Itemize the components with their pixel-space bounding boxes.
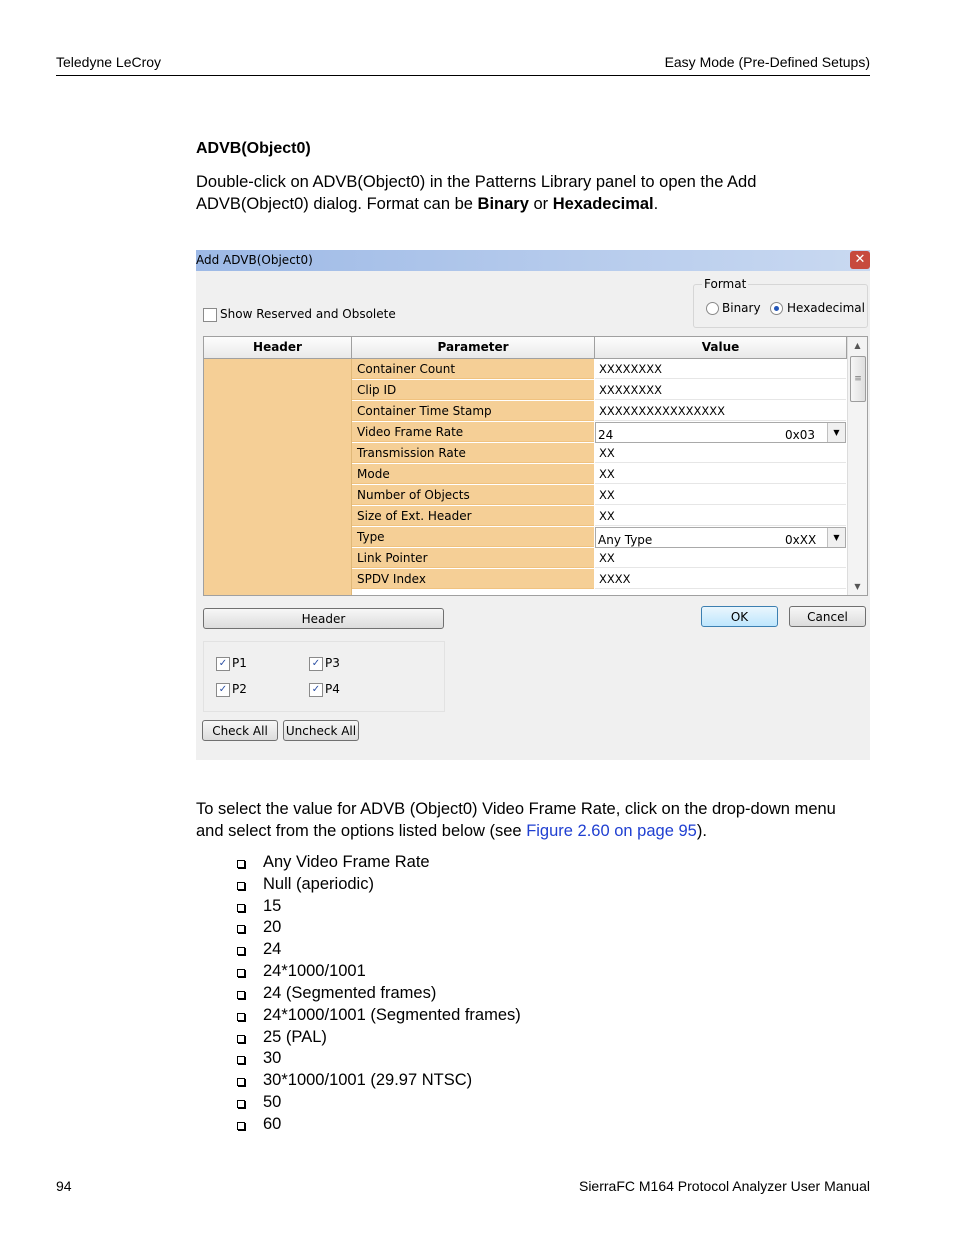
table-row[interactable] <box>352 569 846 590</box>
dropdown-value: 24 <box>598 428 614 442</box>
value-cell[interactable]: XX <box>595 464 846 484</box>
checkbox-bullet-icon <box>237 1013 245 1021</box>
paragraph-line-2 <box>196 820 896 842</box>
vertical-scrollbar[interactable] <box>847 337 867 595</box>
p4-checkbox[interactable]: ✓ <box>309 683 323 697</box>
list-item: 30*1000/1001 (29.97 NTSC) <box>263 1071 473 1089</box>
checkbox-bullet-icon <box>237 925 245 933</box>
table-row[interactable] <box>352 422 846 443</box>
section-title: ADVB(Object0) <box>196 140 311 157</box>
format-binary-term: Binary <box>477 195 529 213</box>
value-cell[interactable]: XX <box>595 548 846 568</box>
binary-radio-label: Binary <box>722 301 761 315</box>
column-header-parameter[interactable]: Parameter <box>352 337 595 359</box>
ok-button[interactable]: OK <box>701 606 778 627</box>
table-row[interactable] <box>352 485 846 506</box>
parameter-cell: Container Count <box>352 359 594 379</box>
intro-text: . <box>653 195 659 213</box>
checkbox-bullet-icon <box>237 969 245 977</box>
value-cell[interactable]: XXXXXXXX <box>595 359 846 379</box>
checkbox-bullet-icon <box>237 882 245 890</box>
list-item: 24*1000/1001 <box>263 962 366 980</box>
paragraph-line-1: To select the value for ADVB (Object0) Video Frame Rate, click on the drop-down menu <box>196 800 836 818</box>
p2-label: P2 <box>232 682 247 696</box>
add-advb-dialog <box>196 250 870 760</box>
table-row[interactable] <box>352 464 846 485</box>
format-group-label: Format <box>704 277 747 291</box>
chevron-down-icon[interactable]: ▼ <box>827 423 845 442</box>
value-cell <box>595 422 846 442</box>
table-row[interactable] <box>352 380 846 401</box>
table-row[interactable] <box>352 527 846 548</box>
parameter-cell: Mode <box>352 464 594 484</box>
p3-checkbox[interactable]: ✓ <box>309 657 323 671</box>
parameter-cell: Container Time Stamp <box>352 401 594 421</box>
checkbox-bullet-icon <box>237 904 245 912</box>
parameter-cell: Size of Ext. Header <box>352 506 594 526</box>
close-icon[interactable]: ✕ <box>850 251 870 269</box>
table-row[interactable] <box>352 359 846 380</box>
page-number: 94 <box>56 1178 72 1194</box>
value-cell[interactable]: XX <box>595 443 846 463</box>
dropdown-value: Any Type <box>598 533 653 547</box>
check-all-button[interactable]: Check All <box>202 720 278 741</box>
hexadecimal-radio-label: Hexadecimal <box>787 301 865 315</box>
checkbox-bullet-icon <box>237 1078 245 1086</box>
intro-text: ADVB(Object0) dialog. Format can be <box>196 195 478 213</box>
dialog-title: Add ADVB(Object0) <box>196 253 313 267</box>
footer-manual-title: SierraFC M164 Protocol Analyzer User Manual <box>578 1178 870 1194</box>
running-header-right: Easy Mode (Pre-Defined Setups) <box>664 54 870 70</box>
paragraph-text: ). <box>696 822 707 840</box>
video-frame-rate-dropdown[interactable] <box>595 422 846 443</box>
header-rule <box>56 75 870 76</box>
list-item: 24 (Segmented frames) <box>263 984 437 1002</box>
checkbox-bullet-icon <box>237 1100 245 1108</box>
parameter-cell: Number of Objects <box>352 485 594 505</box>
p1-checkbox[interactable]: ✓ <box>216 657 230 671</box>
intro-paragraph <box>196 171 876 215</box>
paragraph-text: and select from the options listed below (see <box>196 822 527 840</box>
parameter-cell: Type <box>352 527 594 547</box>
intro-text: or <box>528 195 553 213</box>
header-button[interactable]: Header <box>203 608 444 629</box>
scroll-up-icon[interactable]: ▲ <box>854 341 861 350</box>
figure-reference-link[interactable]: Figure 2.60 on page 95 <box>526 822 697 840</box>
checkbox-bullet-icon <box>237 991 245 999</box>
parameter-cell: Clip ID <box>352 380 594 400</box>
p3-label: P3 <box>325 656 340 670</box>
header-column-cell[interactable] <box>204 359 352 595</box>
value-cell[interactable]: XXXXXXXX <box>595 380 846 400</box>
parameter-cell: SPDV Index <box>352 569 594 589</box>
value-cell[interactable]: XXXXXXXXXXXXXXXX <box>595 401 846 421</box>
list-item: 50 <box>263 1093 282 1111</box>
show-reserved-checkbox[interactable] <box>203 308 217 322</box>
format-hex-term: Hexadecimal <box>552 195 654 213</box>
value-cell[interactable]: XXXX <box>595 569 846 589</box>
value-cell[interactable]: XX <box>595 506 846 526</box>
frame-rate-paragraph <box>196 798 896 842</box>
list-item: Any Video Frame Rate <box>263 853 430 871</box>
p2-checkbox[interactable]: ✓ <box>216 683 230 697</box>
cancel-button[interactable]: Cancel <box>789 606 866 627</box>
ports-panel <box>203 641 445 712</box>
intro-line-2 <box>196 193 876 215</box>
checkbox-bullet-icon <box>237 1056 245 1064</box>
column-header-header[interactable]: Header <box>204 337 352 359</box>
list-item: 25 (PAL) <box>263 1028 327 1046</box>
dropdown-code: 0xXX <box>785 533 817 547</box>
scrollbar-thumb[interactable]: ≡ <box>850 356 866 402</box>
parameter-cell: Link Pointer <box>352 548 594 568</box>
checkbox-bullet-icon <box>237 947 245 955</box>
value-cell <box>595 527 846 547</box>
dialog-titlebar[interactable] <box>196 250 870 271</box>
p4-label: P4 <box>325 682 340 696</box>
parameter-cell: Transmission Rate <box>352 443 594 463</box>
scroll-down-icon[interactable]: ▼ <box>854 582 861 591</box>
uncheck-all-button[interactable]: Uncheck All <box>283 720 359 741</box>
hexadecimal-radio[interactable] <box>770 302 783 315</box>
list-item: 20 <box>263 918 282 936</box>
chevron-down-icon[interactable]: ▼ <box>827 528 845 547</box>
table-row[interactable] <box>352 548 846 569</box>
type-dropdown[interactable] <box>595 527 846 548</box>
list-item: 60 <box>263 1115 282 1133</box>
table-row[interactable] <box>352 506 846 527</box>
list-item: 30 <box>263 1049 282 1067</box>
binary-radio[interactable] <box>706 302 719 315</box>
list-item: 15 <box>263 897 282 915</box>
checkbox-bullet-icon <box>237 1122 245 1130</box>
list-item: 24*1000/1001 (Segmented frames) <box>263 1006 521 1024</box>
value-cell[interactable]: XX <box>595 485 846 505</box>
parameter-cell: Video Frame Rate <box>352 422 594 442</box>
dropdown-code: 0x03 <box>785 428 816 442</box>
running-header-left: Teledyne LeCroy <box>56 54 162 70</box>
column-header-value[interactable]: Value <box>595 337 847 359</box>
table-row[interactable] <box>352 443 846 464</box>
checkbox-bullet-icon <box>237 1035 245 1043</box>
table-row[interactable] <box>352 401 846 422</box>
intro-line-1: Double-click on ADVB(Object0) in the Patterns Library panel to open the Add <box>196 173 757 191</box>
list-item: Null (aperiodic) <box>263 875 374 893</box>
fields-grid <box>203 336 868 596</box>
checkbox-bullet-icon <box>237 860 245 868</box>
list-item: 24 <box>263 940 282 958</box>
p1-label: P1 <box>232 656 247 670</box>
show-reserved-label: Show Reserved and Obsolete <box>220 307 396 321</box>
